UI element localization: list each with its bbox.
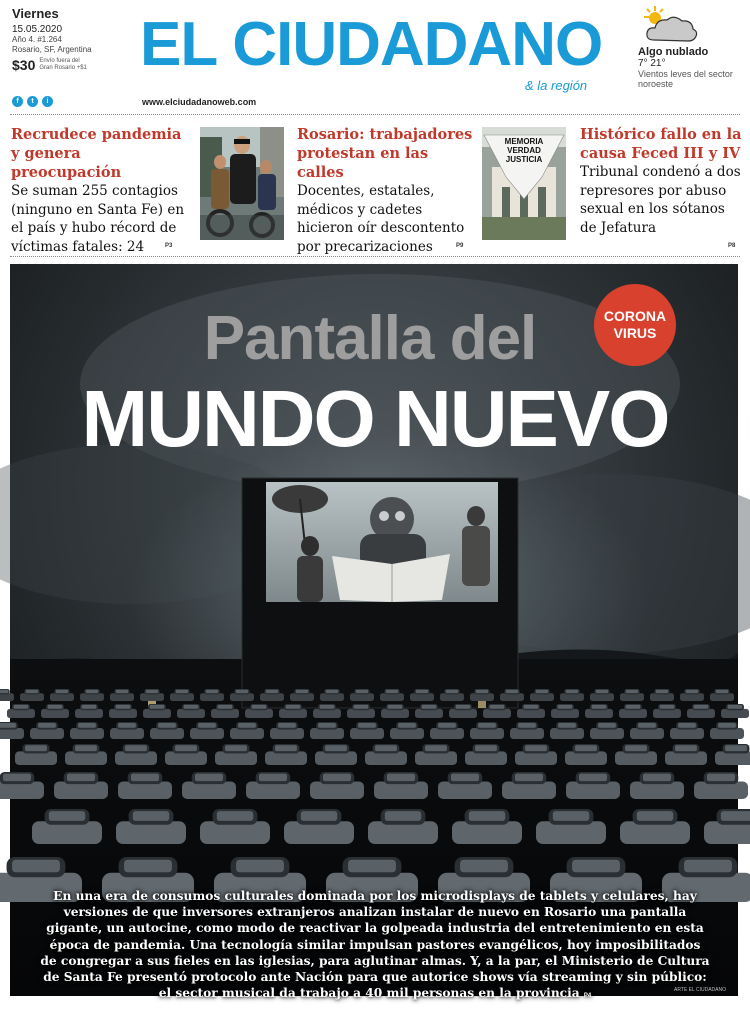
car-window [572,860,620,873]
shipping-note: Envío fuera del Gran Rosario +$1 [39,58,87,71]
car-window [524,705,539,709]
car-window [326,690,338,693]
feature-headline: MUNDO NUEVO [81,374,669,463]
edition-issue: Año 4. #1.264 [12,35,62,44]
partly-cloudy-icon [640,4,700,46]
weather-condition: Algo nublado [638,46,709,58]
car-window [158,723,176,728]
car-window [386,690,398,693]
car-window [217,811,253,821]
car-window [637,811,673,821]
car-window [684,860,732,873]
car-window [638,723,656,728]
page-ref: P9 [456,243,464,249]
car-window [460,860,508,873]
car-window [86,690,98,693]
car-window [218,705,233,709]
car-window [387,774,415,782]
car-window [694,705,709,709]
car-window [67,774,95,782]
car-window [82,705,97,709]
car-window [358,723,376,728]
car-window [660,705,675,709]
car-window [116,705,131,709]
car-window [198,723,216,728]
brief-headline: Rosario: trabajadores protestan en las calles [297,126,473,181]
brief-headline: Recrudece pandemia y genera preocupación [11,126,182,181]
car-window [175,745,197,751]
twitter-icon[interactable]: t [27,96,38,107]
car-window [133,811,169,821]
car-window [575,745,597,751]
car-window [150,705,165,709]
car-window [325,745,347,751]
car-window [490,705,505,709]
car-window [422,705,437,709]
car-window [78,723,96,728]
edition-day: Viernes [12,6,59,21]
facebook-icon[interactable]: f [12,96,23,107]
divider [10,256,740,257]
feature-summary [40,888,710,1004]
car-window [275,745,297,751]
car-window [225,745,247,751]
car-window [320,705,335,709]
car-window [323,774,351,782]
car-window [675,745,697,751]
car-window [125,745,147,751]
car-window [721,811,750,821]
brief-headline: Histórico fallo en la causa Feced III y IV [580,126,742,162]
social-links [12,96,53,107]
website-link[interactable]: www.elciudadanoweb.com [142,97,257,107]
car-window [716,690,728,693]
logo-tagline: & la región [525,78,588,93]
car-window [626,690,638,693]
car-window [446,690,458,693]
main-feature[interactable] [10,264,738,1001]
car-window [718,723,736,728]
car-window [116,690,128,693]
car-window [592,705,607,709]
car-window [131,774,159,782]
car-window [579,774,607,782]
car-window [14,705,29,709]
car-window [38,723,56,728]
page-ref: P3 [165,243,173,249]
car-window [686,690,698,693]
edition-info [12,6,92,73]
car-window [278,723,296,728]
page-ref: P8 [728,243,736,249]
car-window [506,690,518,693]
car-window [451,774,479,782]
badge-line-2: VIRUS [613,325,657,341]
car-window [0,690,8,693]
car-window [728,705,743,709]
car-window [515,774,543,782]
feature-kicker: Pantalla del [203,304,537,373]
car-window [625,745,647,751]
car-window [385,811,421,821]
car-window [536,690,548,693]
car-window [3,774,31,782]
car-window [596,690,608,693]
instagram-icon[interactable]: i [42,96,53,107]
memoria-photo [482,127,566,240]
brief-body: Se suman 255 contagios (ninguno en Santa Fe) en el país y hubo récord de víctimas fatales: 24 [11,183,185,255]
divider [10,114,740,115]
car-window [469,811,505,821]
feature-summary-text: En una era de consumos culturales dominada por los microdisplays de tablets y celulares, hay versiones de que inversores extranjeros analizan instalar de nuevo en Rosario una pantalla gigante, un autocine, como modo de reactivar la golpeada industria del entretenimiento en esta época de pandemia. Una tecnología similar impulsan pastores evangélicos, hoy imposibilitados de congregar a sus fieles en las iglesias, para aglutinar almas. Y, a la par, el Ministerio de Cultura de Santa Fe presentó protocolo ante Nación para que autorice shows vía streaming y sin público: el sector musical da trabajo a 40 mil personas en la provincia [40,889,710,1001]
car-window [566,690,578,693]
memoria-banner-text: MEMORIA VERDAD JUSTICIA [504,137,544,164]
car-window [12,860,60,873]
car-window [286,705,301,709]
protest-photo-image [200,127,284,240]
car-window [558,723,576,728]
car-window [176,690,188,693]
car-window [195,774,223,782]
car-window [124,860,172,873]
car-window [318,723,336,728]
car-window [296,690,308,693]
badge-line-1: CORONA [603,308,667,324]
car-window [678,723,696,728]
car-window [26,690,38,693]
car-window [0,723,16,728]
car-window [725,745,747,751]
edition-date: 15.05.2020 [12,24,63,35]
car-window [48,705,63,709]
car-window [146,690,158,693]
car-window [236,860,284,873]
brief-pandemia[interactable] [11,125,187,256]
car-window [236,690,248,693]
car-window [206,690,218,693]
car-window [49,811,85,821]
car-window [518,723,536,728]
car-window [238,723,256,728]
car-window [398,723,416,728]
car-window [475,745,497,751]
car-window [354,705,369,709]
car-window [425,745,447,751]
car-window [553,811,589,821]
newspaper-logo[interactable]: EL CIUDADANO [140,10,603,79]
brief-body: Tribunal condenó a dos represores por abuso sexual en los sótanos de Jefatura [580,164,741,236]
protest-photo [200,127,284,240]
car-window [184,705,199,709]
car-window [707,774,735,782]
car-window [301,811,337,821]
car-window [438,723,456,728]
masthead [0,0,750,112]
coronavirus-badge[interactable] [594,284,676,366]
weather-wind: Vientos leves del sector noroeste [638,69,733,89]
car-window [252,705,267,709]
brief-rosario[interactable] [297,125,475,256]
weather-box [638,4,746,89]
car-window [348,860,396,873]
car-window [456,705,471,709]
brief-body: Docentes, estatales, médicos y cadetes hicieron oír descontento por precarizaciones [297,183,465,255]
car-window [388,705,403,709]
car-window [259,774,287,782]
car-window [375,745,397,751]
car-window [525,745,547,751]
car-window [56,690,68,693]
car-window [75,745,97,751]
art-credit: ARTE EL CIUDADANO [674,987,726,993]
car-window [25,745,47,751]
car-window [266,690,278,693]
car-window [356,690,368,693]
car-window [476,690,488,693]
car-window [416,690,428,693]
car-window [643,774,671,782]
car-window [626,705,641,709]
car-window [656,690,668,693]
price-row [12,57,92,73]
edition-place: Rosario, SF, Argentina [12,45,92,54]
price: $30 [12,57,36,73]
car-window [598,723,616,728]
page-ref: P4 [583,993,592,1000]
car-window [478,723,496,728]
brief-feced[interactable] [580,125,744,237]
weather-temps: 7° 21° [638,58,666,69]
car-window [558,705,573,709]
car-window [118,723,136,728]
